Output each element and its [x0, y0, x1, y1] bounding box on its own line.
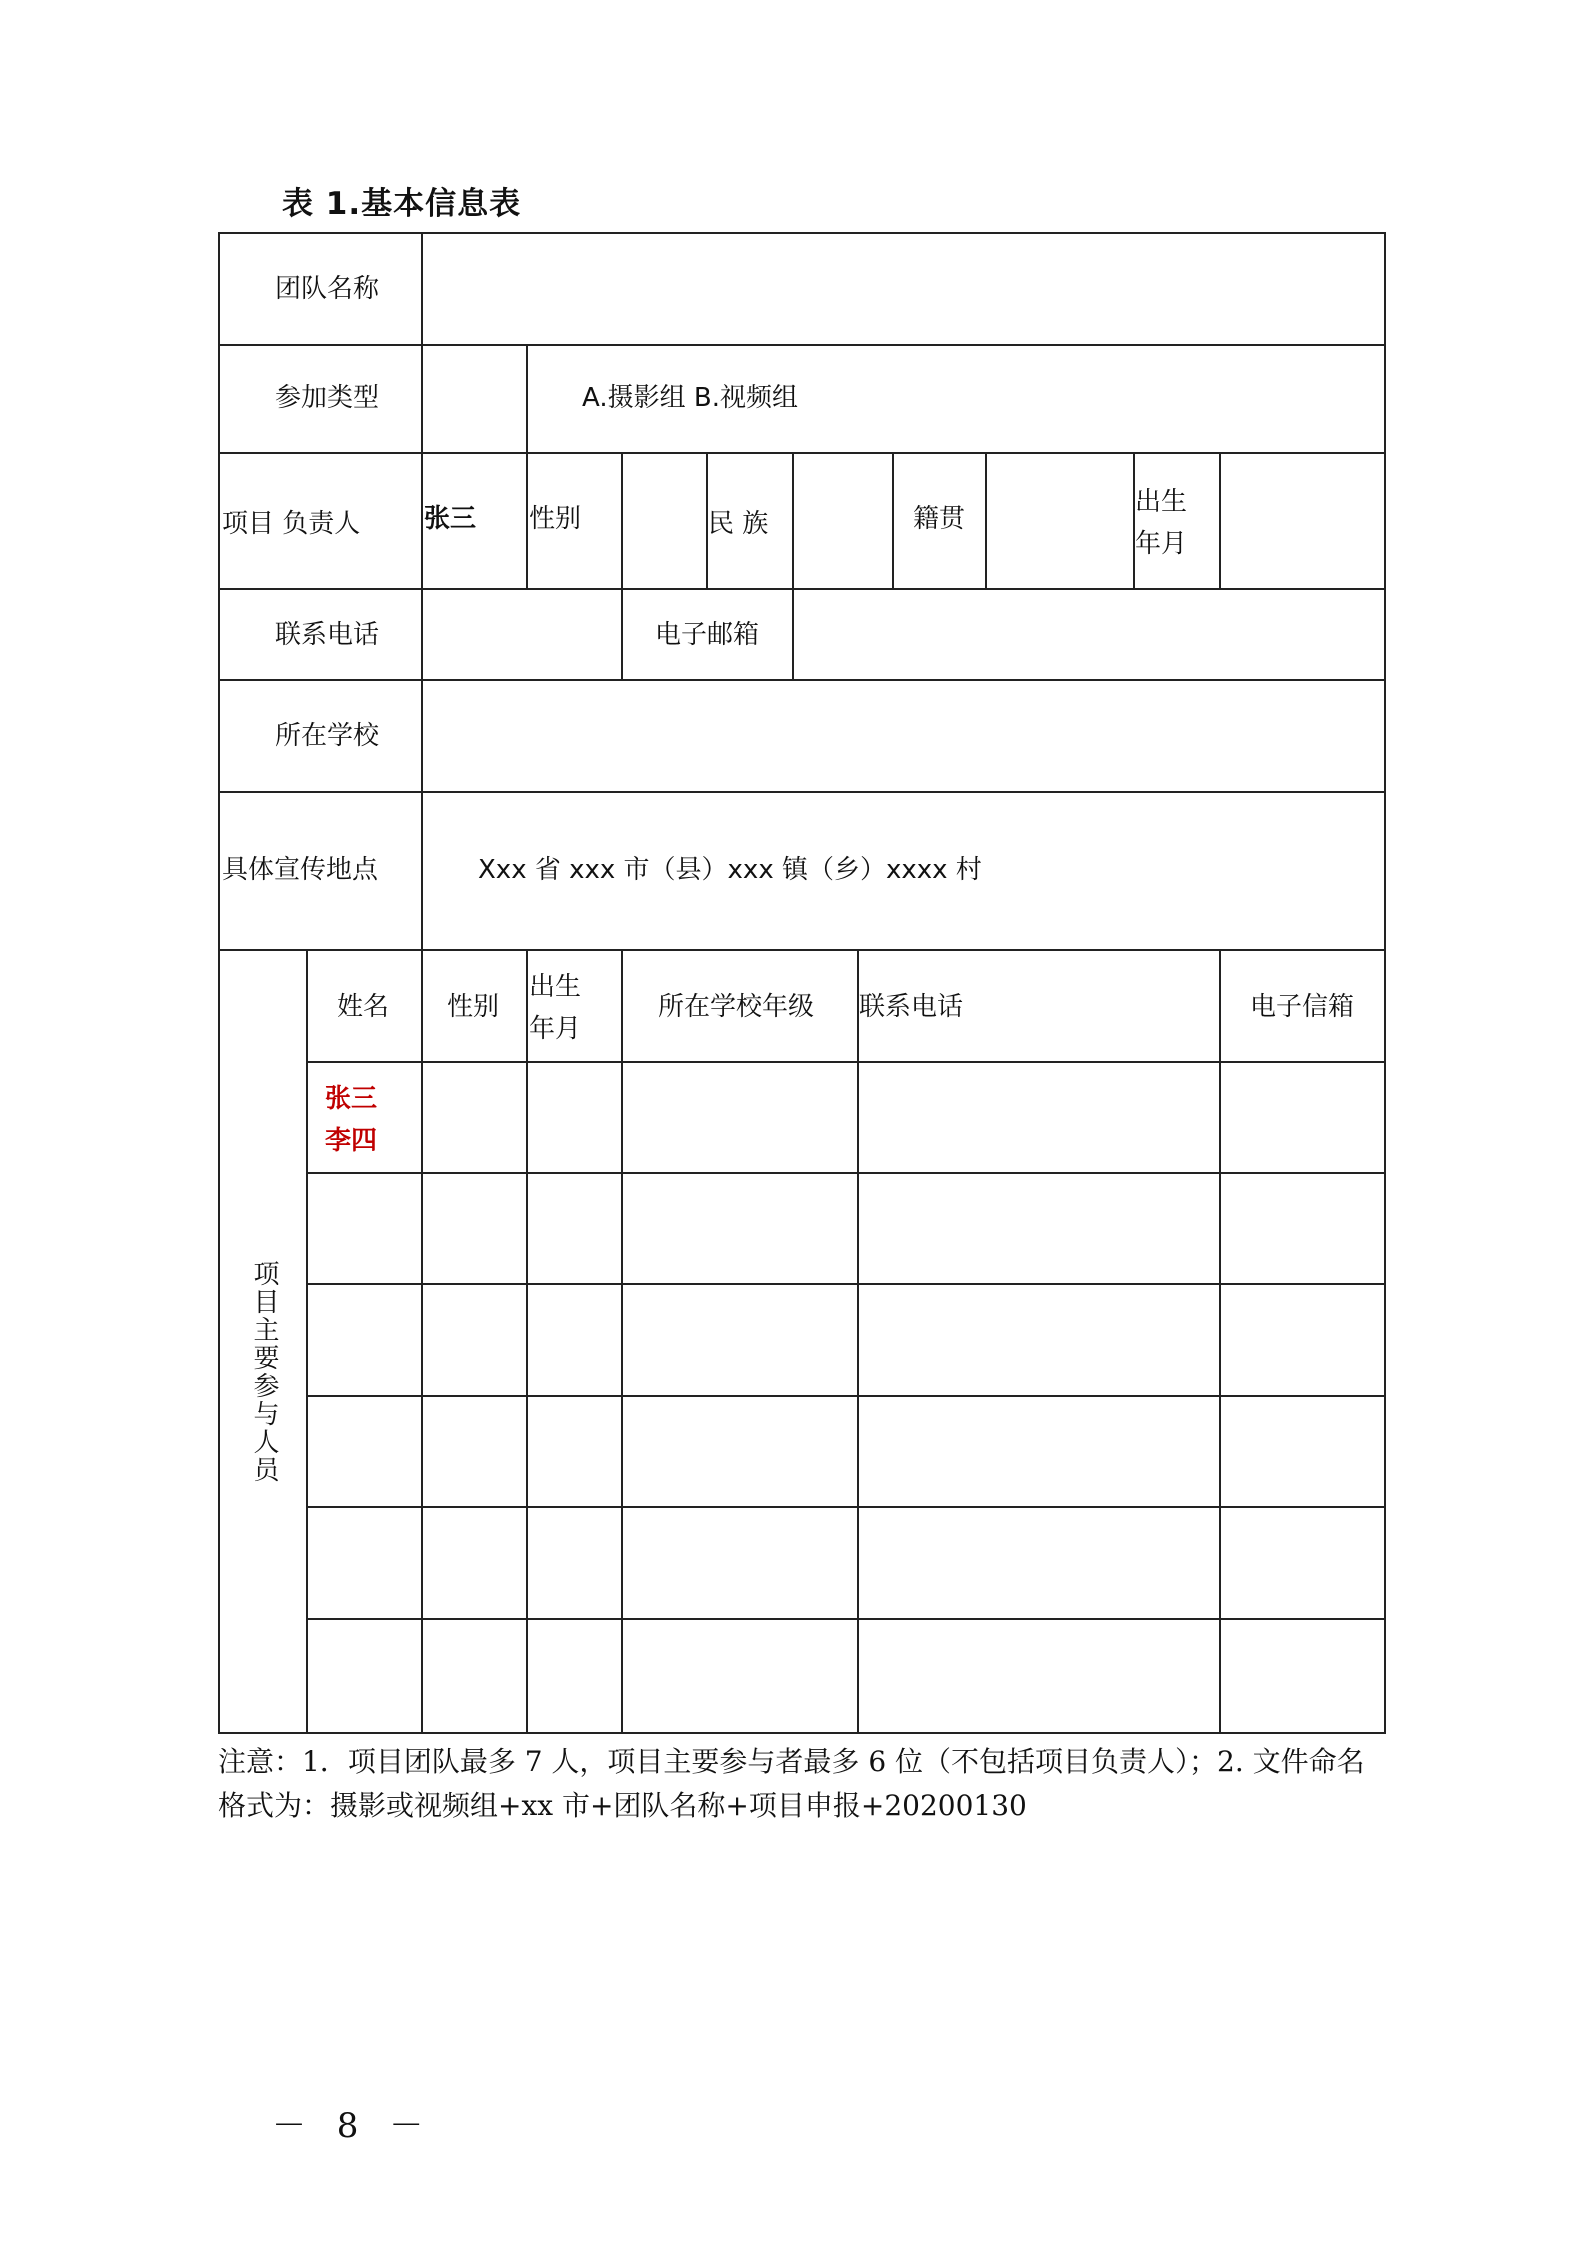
native-place-label: 籍贯 — [913, 504, 966, 534]
ethnicity-label: 民 族 — [708, 509, 769, 539]
location-label: 具体宣传地点 — [222, 855, 379, 885]
note-text: 注意：1．项目团队最多 7 人，项目主要参与者最多 6 位（不包括项目负责人）；2. 文件命名格式为：摄影或视频组+xx 市+团队名称+项目申报+20200130 — [218, 1745, 1365, 1822]
phone-label: 联系电话 — [275, 620, 380, 650]
type-label: 参加类型 — [275, 383, 380, 413]
team-name-label: 团队名称 — [275, 274, 380, 304]
member-birth-header-2: 年月 — [529, 1014, 582, 1044]
member-email-header: 电子信箱 — [1250, 992, 1355, 1022]
type-options: A.摄影组 B.视频组 — [582, 383, 798, 413]
member-birth-header-1: 出生 — [529, 972, 582, 1002]
page-title: 表 1.基本信息表 — [282, 186, 522, 222]
leader-birth-label-1: 出生 — [1135, 487, 1188, 517]
member-phone-header: 联系电话 — [859, 992, 964, 1022]
school-label: 所在学校 — [275, 721, 380, 751]
member-gender-header: 性别 — [447, 992, 500, 1022]
members-section-label: 项目主要参与人员 — [249, 1260, 279, 1484]
member-name-1: 张三 — [325, 1084, 378, 1114]
member-name-2: 李四 — [325, 1126, 378, 1156]
member-name-header: 姓名 — [337, 992, 390, 1022]
email-label: 电子邮箱 — [655, 620, 760, 650]
leader-gender-label: 性别 — [529, 504, 582, 534]
page-number: － 8 － — [272, 2106, 434, 2146]
leader-label: 项目 负责人 — [222, 509, 361, 539]
member-school-grade-header: 所在学校年级 — [658, 992, 815, 1022]
location-value: Xxx 省 xxx 市（县）xxx 镇（乡）xxxx 村 — [478, 855, 982, 885]
leader-value: 张三 — [424, 504, 477, 534]
leader-birth-label-2: 年月 — [1135, 529, 1188, 559]
